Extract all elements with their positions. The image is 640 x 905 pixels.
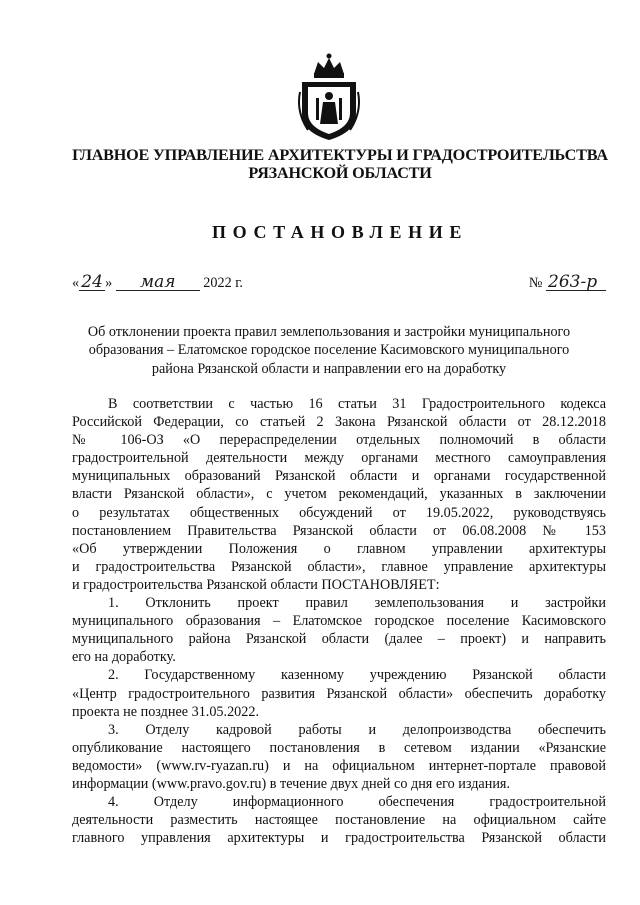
document-subject	[62, 323, 596, 378]
body-line: о результатах общественных обсуждений от 19.05.2022, руководствуясь	[72, 504, 606, 521]
body-line: и градостроительства Рязанской области», главное управление архитектуры	[72, 558, 606, 575]
body-line: ведомости» (www.rv-ryazan.ru) и на официальном интернет-портале правовой	[72, 757, 606, 774]
date-number-row	[72, 268, 606, 298]
subject-line: образования – Елатомское городское поселение Касимовского муниципального	[88, 342, 570, 359]
organization-name-line2: РЯЗАНСКОЙ ОБЛАСТИ	[248, 164, 432, 182]
body-line: градостроительной деятельности между органами местного самоуправления	[72, 450, 606, 467]
clause-3-line: 3. Отделу кадровой работы и делопроизводства обеспечить	[108, 721, 606, 738]
number-label: №	[528, 275, 543, 291]
body-line: муниципальных образований Рязанской области и органами государственной	[72, 468, 606, 485]
document-body	[72, 395, 606, 847]
organization-name-line1: ГЛАВНОЕ УПРАВЛЕНИЕ АРХИТЕКТУРЫ И ГРАДОСТРОИТЕЛЬСТВА	[72, 146, 608, 164]
subject-line: района Рязанской области и направлении его на доработку	[151, 360, 507, 377]
body-line: муниципального района Рязанской области (далее – проект) и направить	[72, 631, 606, 648]
body-line: постановлением Правительства Рязанской области от 06.08.2008 № 153	[72, 522, 606, 539]
body-line: В соответствии с частью 16 статьи 31 Градостроительного кодекса	[108, 396, 606, 412]
body-line: «Об утверждении Положения о главном управлении архитектуры	[72, 540, 606, 557]
coat-of-arms-icon	[294, 52, 364, 142]
number-value: 263-р	[546, 274, 606, 291]
document-number	[529, 274, 606, 292]
body-line: его на доработку.	[72, 649, 176, 666]
body-line: Российской Федерации, со статьей 2 Закона Рязанской области от 28.12.2018	[72, 414, 606, 431]
date-close-quote: »	[105, 275, 113, 291]
date-day: 24	[79, 274, 105, 291]
clause-2-line: 2. Государственному казенному учреждению Рязанской области	[108, 667, 606, 684]
body-line: деятельности разместить настоящее постановление на официальном сайте	[72, 812, 606, 829]
date-month: мая	[116, 274, 200, 291]
body-line: власти Рязанской области», с учетом рекомендаций, указанных в заключении	[72, 486, 606, 503]
clause-4-line: 4. Отделу информационного обеспечения градостроительной	[108, 794, 606, 811]
clause-1-line: 1. Отклонить проект правил землепользования и застройки	[108, 595, 606, 612]
body-line: «Центр градостроительного развития Рязанской области» обеспечить доработку	[72, 685, 606, 702]
body-line: главного управления архитектуры и градостроительства Рязанской области	[72, 830, 606, 847]
body-line: муниципального образования – Елатомское городское поселение Касимовского	[72, 613, 606, 630]
body-line: информации (www.pravo.gov.ru) в течение двух дней со дня его издания.	[72, 775, 510, 792]
body-line: и градостроительства Рязанской области ПОСТАНОВЛЯЕТ:	[72, 576, 440, 593]
date-year: 2022 г.	[203, 275, 243, 291]
document-date	[72, 274, 243, 292]
subject-line: Об отклонении проекта правил землепользования и застройки муниципального	[87, 324, 571, 340]
date-open-quote: «	[72, 275, 80, 291]
body-line: № 106-ОЗ «О перераспределении отдельных полномочий в области	[72, 432, 606, 449]
document-type-title: ПОСТАНОВЛЕНИЕ	[212, 222, 468, 242]
body-line: проекта не позднее 31.05.2022.	[72, 703, 259, 720]
body-line: опубликование настоящего постановления в сетевом издании «Рязанские	[72, 739, 606, 756]
